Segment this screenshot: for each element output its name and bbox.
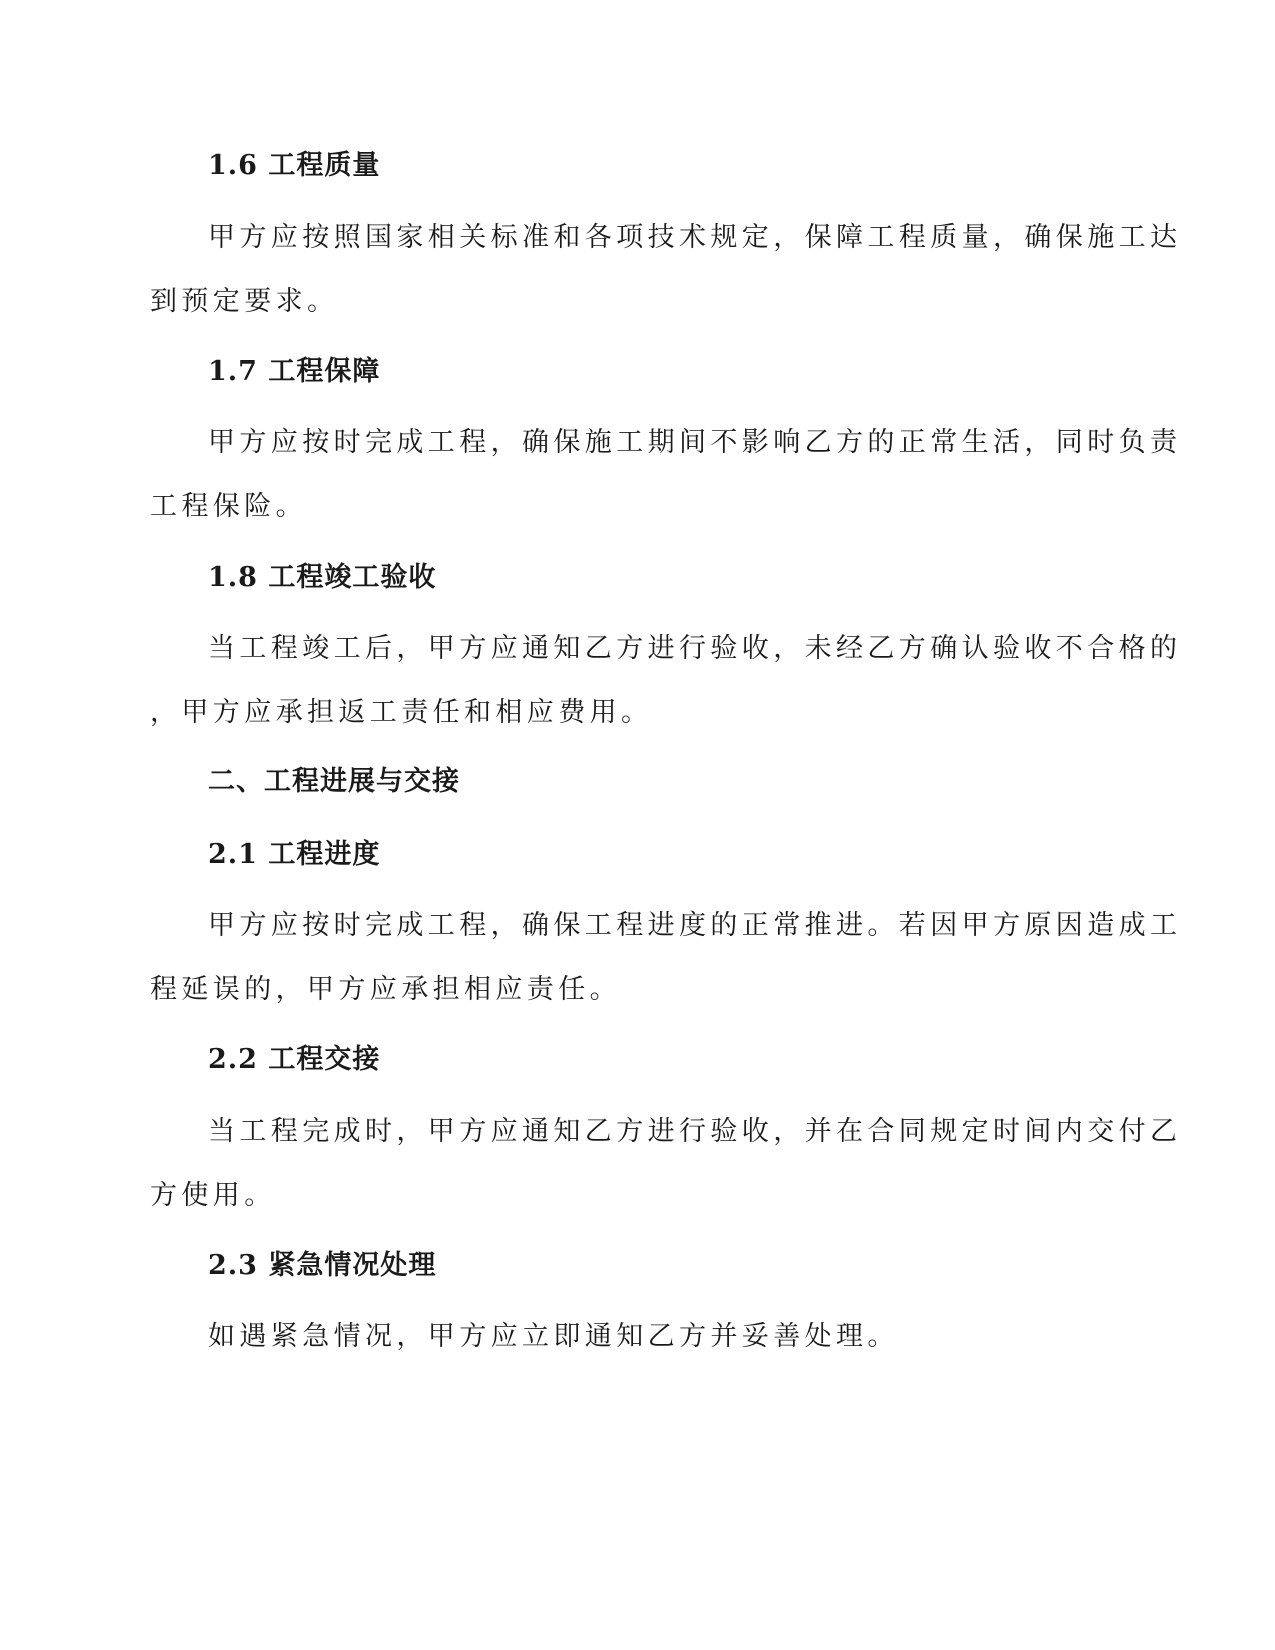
paragraph-line: 当工程完成时，甲方应通知乙方进行验收，并在合同规定时间内交付乙 bbox=[208, 1116, 1182, 1147]
section-paragraph-2-1 bbox=[150, 894, 1182, 1022]
section-paragraph-1-7 bbox=[150, 411, 1182, 539]
paragraph-line: 当工程竣工后，甲方应通知乙方进行验收，未经乙方确认验收不合格的 bbox=[208, 633, 1182, 664]
section-heading-2-1: 2.1 工程进度 bbox=[208, 839, 381, 870]
paragraph-line: 甲方应按时完成工程，确保施工期间不影响乙方的正常生活，同时负责 bbox=[208, 427, 1182, 458]
section-heading-2-3: 2.3 紧急情况处理 bbox=[208, 1250, 437, 1281]
paragraph-line: 甲方应按照国家相关标准和各项技术规定，保障工程质量，确保施工达 bbox=[208, 222, 1182, 253]
paragraph-line: 到预定要求。 bbox=[150, 286, 339, 317]
paragraph-line: 甲方应按时完成工程，确保工程进度的正常推进。若因甲方原因造成工 bbox=[208, 910, 1182, 941]
section-heading-2-2: 2.2 工程交接 bbox=[208, 1044, 381, 1075]
section-heading-1-8: 1.8 工程竣工验收 bbox=[208, 562, 437, 593]
section-paragraph-1-6 bbox=[150, 206, 1182, 334]
section-paragraph-2-2 bbox=[150, 1100, 1182, 1228]
section-paragraph-1-8 bbox=[150, 617, 1182, 745]
chapter-heading-2: 二、工程进展与交接 bbox=[208, 766, 460, 797]
paragraph-line: ，甲方应承担返工责任和相应费用。 bbox=[150, 697, 653, 728]
paragraph-line: 方使用。 bbox=[150, 1180, 276, 1211]
paragraph-line: 工程保险。 bbox=[150, 491, 307, 522]
section-heading-1-6: 1.6 工程质量 bbox=[208, 150, 381, 181]
section-heading-1-7: 1.7 工程保障 bbox=[208, 356, 381, 387]
paragraph-line: 程延误的，甲方应承担相应责任。 bbox=[150, 974, 621, 1005]
paragraph-line: 如遇紧急情况，甲方应立即通知乙方并妥善处理。 bbox=[208, 1321, 899, 1352]
section-paragraph-2-3 bbox=[150, 1305, 1110, 1369]
